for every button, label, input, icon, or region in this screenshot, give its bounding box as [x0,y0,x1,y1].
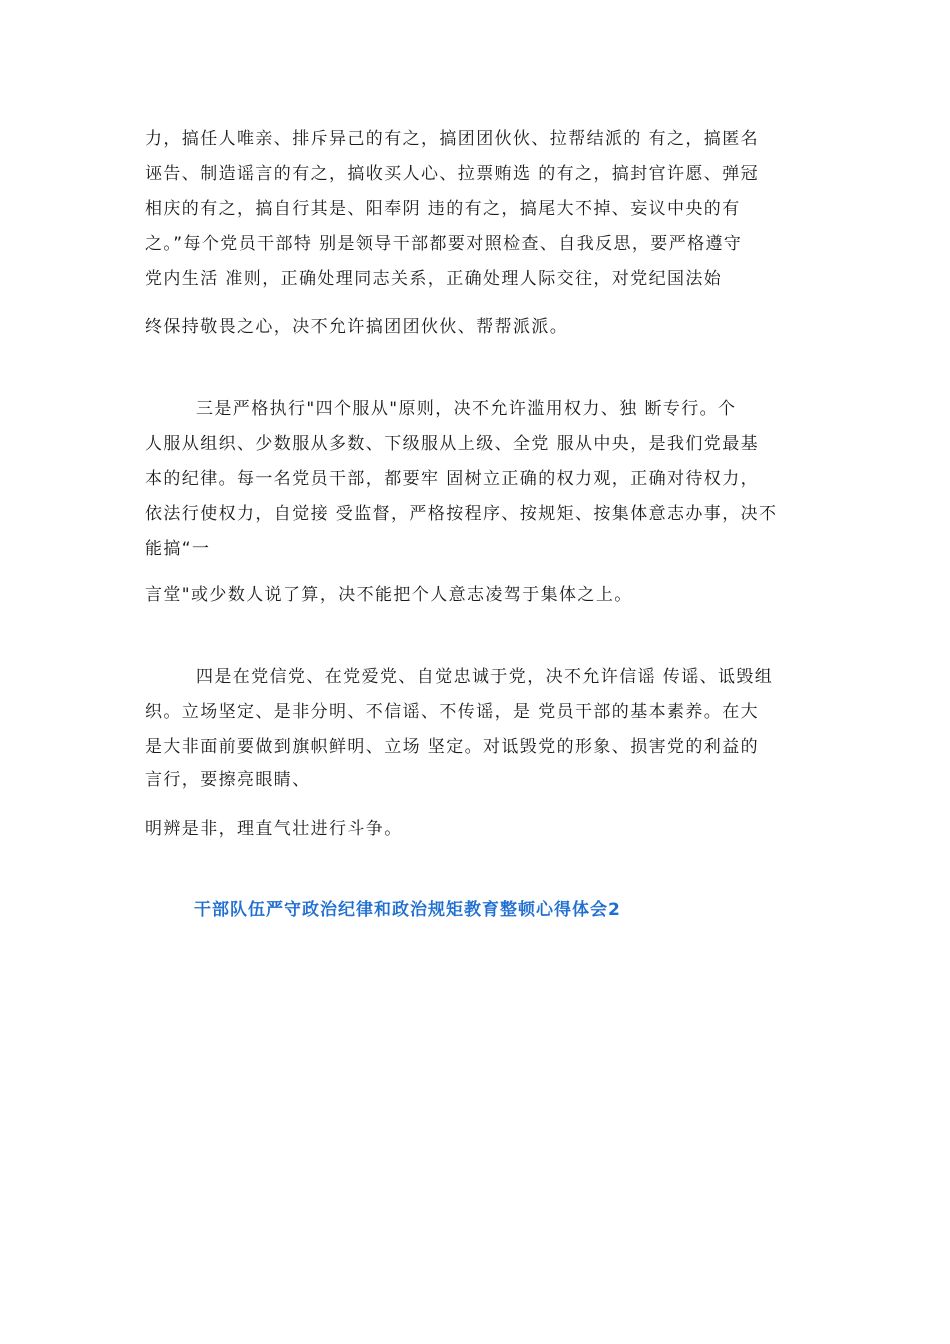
paragraph-1-line-1: 力，搞任人唯亲、排斥异己的有之，搞团团伙伙、拉帮结派的 有之，搞匿名 [145,129,760,149]
paragraph-1-line-5: 党内生活 准则，正确处理同志关系，正确处理人际交往，对党纪国法始 [145,269,723,289]
paragraph-1-line-3: 相庆的有之，搞自行其是、阳奉阴 违的有之，搞尾大不掉、妄议中央的有 [145,199,741,219]
paragraph-3-line-3: 是大非面前要做到旗帜鲜明、立场 坚定。对诋毁党的形象、损害党的利益的 [145,737,760,757]
section-heading: 干部队伍严守政治纪律和政治规矩教育整顿心得体会2 [194,900,621,920]
paragraph-2-line-1: 三是严格执行"四个服从"原则，决不允许滥用权力、独 断专行。个 [196,399,737,419]
paragraph-2-line-2: 人服从组织、少数服从多数、下级服从上级、全党 服从中央，是我们党最基 [145,434,760,454]
paragraph-3-line-1: 四是在党信党、在党爱党、自觉忠诚于党，决不允许信谣 传谣、诋毁组 [196,667,774,687]
paragraph-2-tail: 言堂"或少数人说了算，决不能把个人意志凌驾于集体之上。 [145,585,633,605]
paragraph-1-tail: 终保持敬畏之心，决不允许搞团团伙伙、帮帮派派。 [145,317,569,337]
paragraph-2-line-5: 能搞“一 [145,539,211,559]
paragraph-3-tail: 明辨是非，理直气壮进行斗争。 [145,819,403,839]
paragraph-3-line-2: 织。立场坚定、是非分明、不信谣、不传谣，是 党员干部的基本素养。在大 [145,702,760,722]
paragraph-2-line-3: 本的纪律。每一名党员干部，都要牢 固树立正确的权力观，正确对待权力， [145,469,760,489]
paragraph-2-line-4: 依法行使权力，自觉接 受监督，严格按程序、按规矩、按集体意志办事，决不 [145,504,778,524]
paragraph-3-line-4: 言行，要擦亮眼睛、 [145,770,311,790]
paragraph-1-line-4: 之。”每个党员干部特 别是领导干部都要对照检查、自我反思，要严格遵守 [145,234,743,254]
paragraph-1-line-2: 诬告、制造谣言的有之，搞收买人心、拉票贿选 的有之，搞封官许愿、弹冠 [145,164,760,184]
